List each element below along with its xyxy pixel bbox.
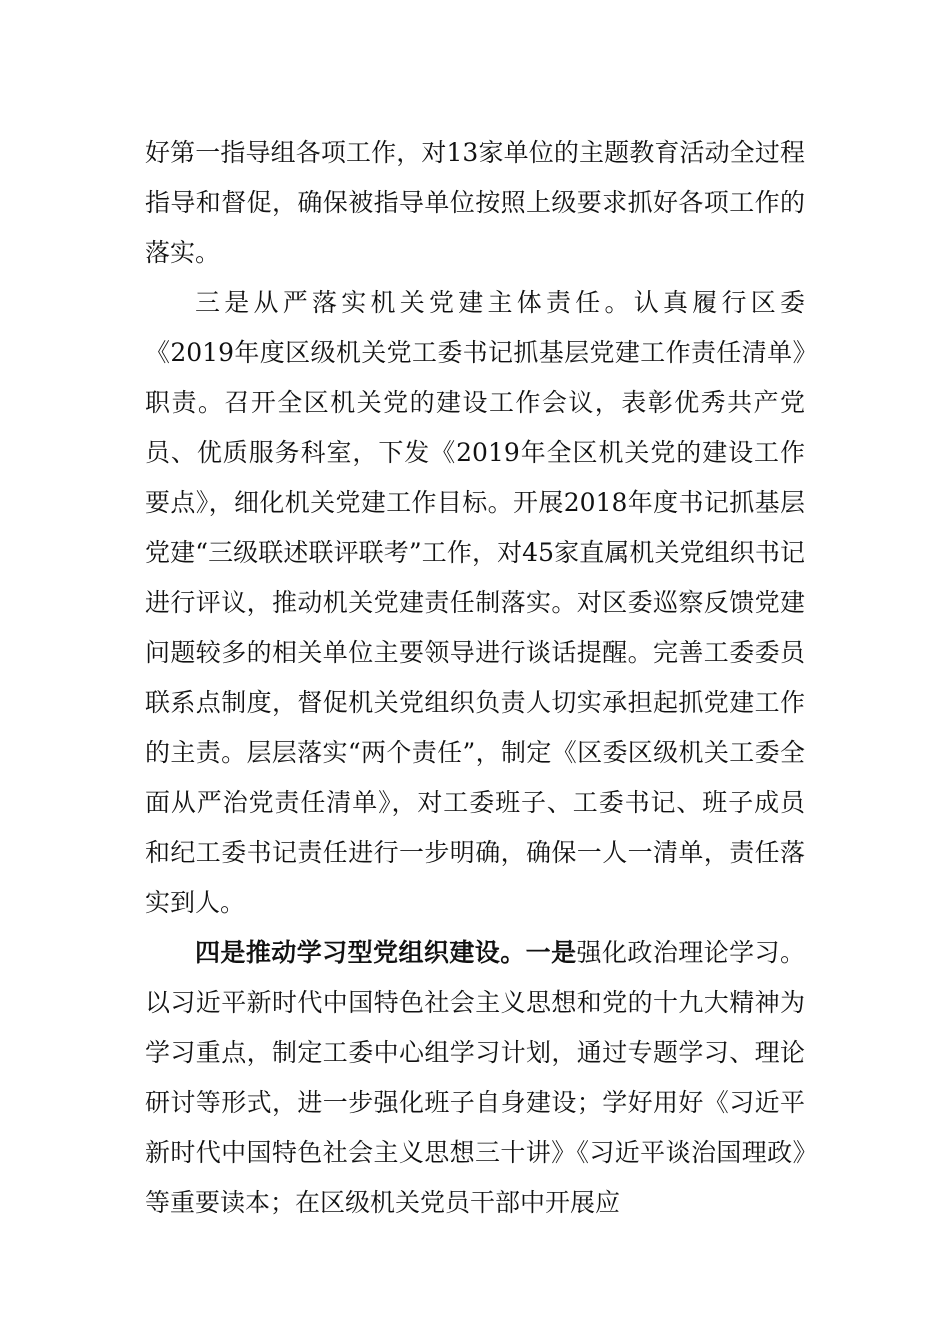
document-body: [145, 128, 805, 1228]
paragraph-continuation: 好第一指导组各项工作，对13家单位的主题教育活动全过程指导和督促，确保被指导单位按照上级要求抓好各项工作的落实。: [145, 138, 805, 267]
paragraph-party-building-responsibility: 三是从严落实机关党建主体责任。认真履行区委《2019年度区级机关党工委书记抓基层党建工作责任清单》职责。召开全区机关党的建设工作会议，表彰优秀共产党员、优质服务科室，下发《2019年全区机关党的建设工作要点》，细化机关党建工作目标。开展2018年度书记抓基层党建“三级联述联评联考”工作，对45家直属机关党组织书记进行评议，推动机关党建责任制落实。对区委巡察反馈党建问题较多的相关单位主要领导进行谈话提醒。完善工委委员联系点制度，督促机关党组织负责人切实承担起抓党建工作的主责。层层落实“两个责任”，制定《区委区级机关工委全面从严治党责任清单》，对工委班子、工委书记、班子成员和纪工委书记责任进行一步明确，确保一人一清单，责任落实到人。: [145, 288, 805, 917]
paragraph-learning-organization: [145, 928, 805, 1228]
paragraph-lead: 四是推动学习型党组织建设。一是: [195, 938, 577, 967]
paragraph-body: 强化政治理论学习。以习近平新时代中国特色社会主义思想和党的十九大精神为学习重点，制定工委中心组学习计划，通过专题学习、理论研讨等形式，进一步强化班子自身建设；学好用好《习近平新时代中国特色社会主义思想三十讲》《习近平谈治国理政》等重要读本；在区级机关党员干部中开展应: [145, 938, 805, 1217]
